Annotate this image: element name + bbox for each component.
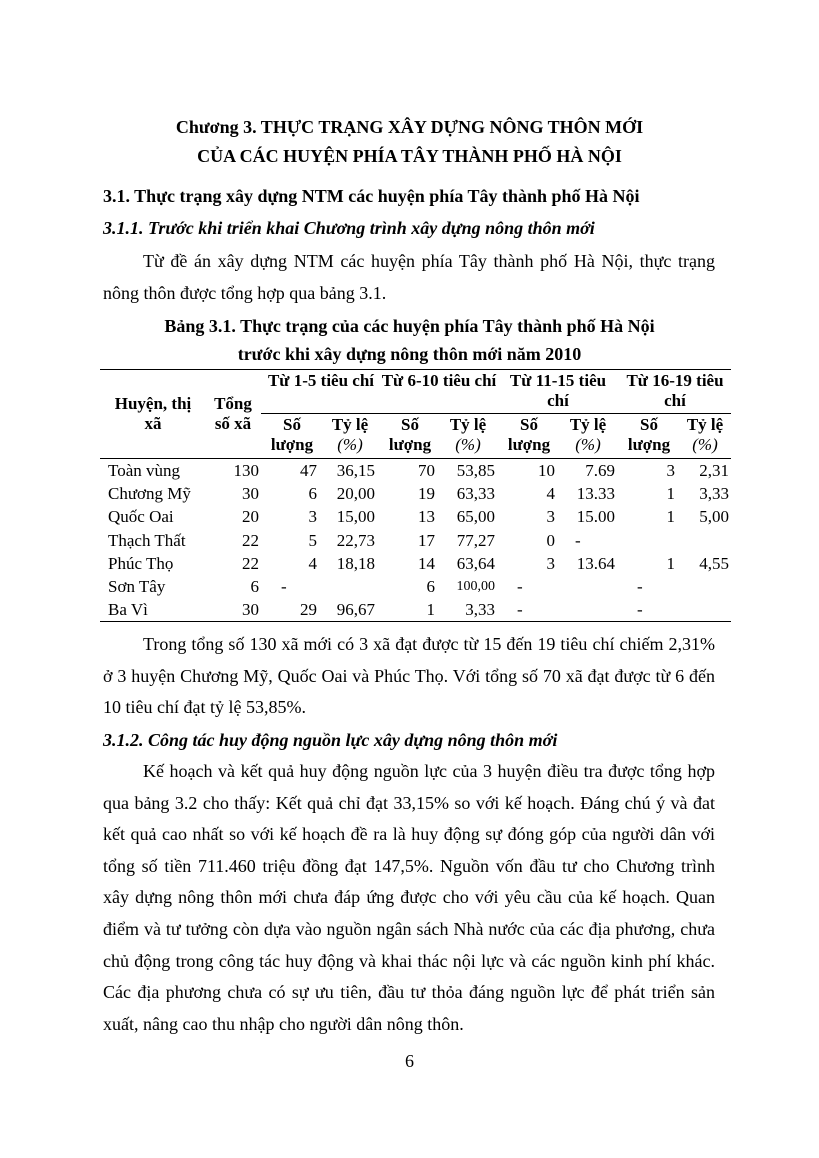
table-cell-p3: 13.64 (576, 553, 615, 573)
table-cell-total: 22 (242, 530, 259, 550)
paragraph-summary: Trong tổng số 130 xã mới có 3 xã đạt được từ 15 đến 19 tiêu chí chiếm 2,31% ở 3 huyện Chương Mỹ, Quốc Oai và Phúc Thọ. Với tổng số 70 xã đạt được từ 6 đến 10 tiêu chí đạt tỷ lệ 53,85%. (103, 634, 715, 718)
table-cell-p2: 63,33 (456, 484, 495, 504)
table-cell-p4: 5,00 (699, 507, 729, 527)
table-cell-c2: 14 (418, 553, 435, 573)
table-cell-total: 22 (242, 553, 259, 573)
table-cell-c3: 0 (546, 530, 555, 550)
table-caption-line1: Bảng 3.1. Thực trạng của các huyện phía Tây thành phố Hà Nội (164, 316, 655, 336)
table-cell-p1: 22,73 (336, 530, 375, 550)
table-cell-name: Ba Vì (108, 600, 148, 620)
table-cell-c2: 17 (418, 530, 435, 550)
table-caption-line2: trước khi xây dựng nông thôn mới năm 2010 (237, 344, 582, 364)
table-cell-c4: 1 (666, 484, 675, 504)
subheader-rate-4: Tỷ lệ (%) (686, 415, 724, 454)
table-cell-name: Phúc Thọ (108, 553, 174, 573)
header-total: Tổng số xã (214, 394, 252, 433)
page-number: 6 (405, 1051, 414, 1071)
table-cell-c2: 70 (418, 461, 435, 480)
table-cell-c4: - (637, 600, 643, 620)
section-heading-3-1-1: 3.1.1. Trước khi triển khai Chương trình xây dựng nông thôn mới (103, 218, 595, 238)
subheader-count-4: Số lượng (627, 415, 671, 454)
table-header-subrule (261, 413, 731, 414)
table-cell-p1: 15,00 (336, 507, 375, 527)
table-cell-c1: 6 (308, 484, 317, 504)
table-cell-c3: - (517, 600, 523, 620)
section-heading-3-1-2: 3.1.2. Công tác huy động nguồn lực xây dựng nông thôn mới (103, 730, 558, 750)
table-cell-p2: 63,64 (456, 553, 495, 573)
table-cell-c4: 1 (666, 553, 675, 573)
table-cell-p2: 65,00 (456, 507, 495, 527)
subheader-count-1: Số lượng (270, 415, 314, 454)
table-caption-prefix: Bảng 3.1 (164, 316, 232, 336)
table-cell-name: Toàn vùng (108, 461, 180, 480)
table-cell-p4: 3,33 (699, 484, 729, 504)
header-group-1-5: Từ 1-5 tiêu chí (267, 371, 375, 390)
chapter-title-line1: Chương 3. THỰC TRẠNG XÂY DỰNG NÔNG THÔN MỚI (175, 117, 644, 137)
table-cell-total: 20 (242, 507, 259, 527)
section-heading-3-1: 3.1. Thực trạng xây dựng NTM các huyện phía Tây thành phố Hà Nội (103, 186, 640, 206)
table-cell-p1: 96,67 (336, 600, 375, 620)
header-district: Huyện, thị xã (114, 394, 192, 433)
table-cell-total: 6 (250, 577, 259, 596)
subheader-rate-2: Tỷ lệ (%) (449, 415, 487, 454)
table-cell-p2: 77,27 (456, 530, 495, 550)
table-cell-p1: 18,18 (336, 553, 375, 573)
header-group-16-19: Từ 16-19 tiêu chí (626, 371, 724, 410)
table-cell-c1: 29 (300, 600, 317, 620)
table-cell-p1: 36,15 (336, 461, 375, 480)
subheader-count-2: Số lượng (388, 415, 432, 454)
paragraph-resources: Kế hoạch và kết quả huy động nguồn lực của 3 huyện điều tra được tổng hợp qua bảng 3.2 cho thấy: Kết quả chỉ đạt 33,15% so với kế hoạch. Đáng chú ý và đat kết quả cao nhất so với kế hoạch đề ra là huy động sự đóng góp của người dân với tổng số tiền 711.460 triệu đồng đạt 147,5%. Nguồn vốn đầu tư cho Chương trình xây dựng nông thôn mới chưa đáp ứng được cho với yêu cầu của kế hoạch. Quan điểm và tư tưởng còn dựa vào nguồn ngân sách Nhà nước của các địa phương, chưa chủ động trong công tác huy động và khai thác nội lực và các nguồn kinh phí khác. Các địa phương chưa có sự ưu tiên, đầu tư thỏa đáng nguồn lực để phát triển sản xuất, nâng cao thu nhập cho người dân nông thôn. (103, 761, 715, 1034)
table-cell-c1: - (281, 577, 287, 596)
table-cell-c2: 1 (426, 600, 435, 620)
table-cell-c1: 3 (308, 507, 317, 527)
header-group-6-10: Từ 6-10 tiêu chí (381, 371, 497, 390)
table-cell-c4: 1 (666, 507, 675, 527)
table-cell-p3: 15.00 (576, 507, 615, 527)
table-cell-p2: 53,85 (456, 461, 495, 480)
table-cell-name: Quốc Oai (108, 507, 174, 527)
table-cell-c2: 6 (426, 577, 435, 596)
table-cell-name: Sơn Tây (108, 577, 166, 596)
chapter-title-line2: CỦA CÁC HUYỆN PHÍA TÂY THÀNH PHỐ HÀ NỘI (197, 146, 622, 166)
table-cell-total: 130 (233, 461, 259, 480)
table-cell-c3: 3 (546, 553, 555, 573)
table-cell-total: 30 (242, 600, 259, 620)
table-cell-p3: 13.33 (576, 484, 615, 504)
table-cell-p3: - (575, 530, 581, 550)
table-cell-name: Chương Mỹ (108, 484, 191, 504)
table-cell-total: 30 (242, 484, 259, 504)
table-cell-c2: 13 (418, 507, 435, 527)
table-cell-c3: - (517, 577, 523, 596)
header-group-11-15: Từ 11-15 tiêu chí (509, 371, 607, 410)
table-cell-p4: 2,31 (699, 461, 729, 480)
table-cell-c4: - (637, 577, 643, 596)
paragraph-intro: Từ đề án xây dựng NTM các huyện phía Tây thành phố Hà Nội, thực trạng nông thôn được tổng hợp qua bảng 3.1. (103, 251, 715, 303)
table-top-rule (100, 369, 731, 370)
table-cell-p3: 7.69 (585, 461, 615, 480)
table-cell-p2: 100,00 (456, 579, 495, 594)
table-cell-c1: 47 (300, 461, 317, 480)
table-cell-c4: 3 (666, 461, 675, 480)
table-cell-c3: 3 (546, 507, 555, 527)
table-cell-name: Thạch Thất (108, 530, 186, 550)
table-cell-c1: 5 (308, 530, 317, 550)
table-cell-c2: 19 (418, 484, 435, 504)
table-cell-p4: 4,55 (699, 553, 729, 573)
subheader-rate-3: Tỷ lệ (%) (569, 415, 607, 454)
table-cell-c3: 10 (538, 461, 555, 480)
table-cell-c3: 4 (546, 484, 555, 504)
subheader-rate-1: Tỷ lệ (%) (331, 415, 369, 454)
table-cell-p1: 20,00 (336, 484, 375, 504)
table-cell-p2: 3,33 (465, 600, 495, 620)
table-cell-c1: 4 (308, 553, 317, 573)
subheader-count-3: Số lượng (507, 415, 551, 454)
